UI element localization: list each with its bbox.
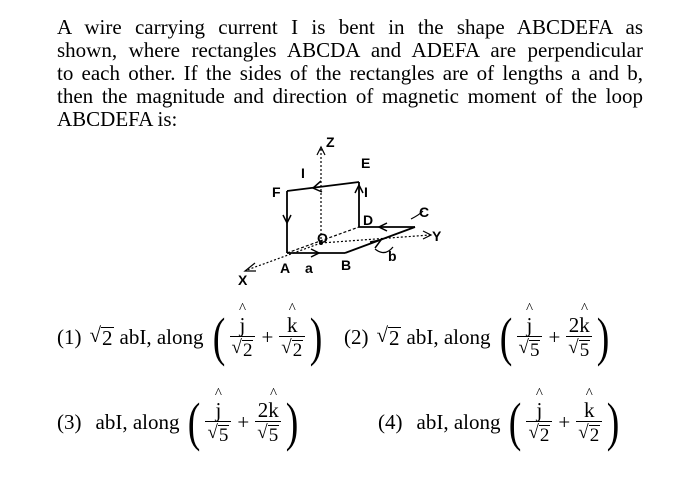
coef-value: 2 [102,326,113,350]
fraction-j: ^ j √ 2 [230,314,256,360]
plus-sign: + [558,409,571,434]
label-o: O [317,230,328,246]
label-y: Y [432,228,442,244]
question-line: A wire carrying current I is bent in the shape ABCDEFA as [57,15,643,39]
option-1[interactable] [57,307,325,367]
question-line: ABCDEFA is: [57,107,178,131]
loop-diagram-svg [225,135,445,290]
label-f: F [272,184,281,200]
unit-vector: ^ k [579,314,590,336]
denominator: 5 [218,425,229,447]
label-a-side: a [305,260,313,276]
label-z: Z [326,135,335,150]
denominator: 2 [242,340,253,362]
option-text: abI, along [95,409,180,434]
unit-vector: ^ j [527,314,533,336]
coef-2: 2 [257,397,269,422]
unit-vector: ^ k [268,399,279,421]
label-i-mid: I [364,184,368,200]
fraction-j: ^ j √ 5 [517,314,543,360]
plus-sign: + [261,324,274,349]
y-axis-arrow [423,231,431,239]
coef-value: 2 [389,326,400,350]
denominator: 2 [589,425,600,447]
coef-sqrt: √ 2 [89,323,113,350]
option-2[interactable] [344,307,612,367]
unit-vector: ^ j [240,314,246,336]
unit-vector: ^ k [584,399,595,421]
option-4[interactable] [378,392,622,452]
label-d: D [363,212,374,228]
option-3[interactable] [57,392,301,452]
coef-sqrt: √ 2 [376,323,400,350]
coef-2: 2 [568,312,580,337]
direction-vector: ( ^ j √ 2 + ^ k √ 2 ) [506,395,622,449]
label-b-side: b [388,248,397,264]
unit-vector: ^ j [537,399,543,421]
wire-fe [287,182,359,191]
fraction-j: ^ j √ 2 [526,399,552,445]
denominator: 5 [579,340,590,362]
fraction-k: 2^ k √ 5 [566,314,592,360]
label-i-top: I [301,165,305,181]
question-text [57,16,643,131]
plus-sign: + [548,324,561,349]
denominator: 5 [529,340,540,362]
option-text: abI, along [119,324,204,349]
fraction-k: ^ k √ 2 [576,399,602,445]
option-number: (4) [378,409,403,434]
question-line: then the magnitude and direction of magnetic moment of the loop [57,84,643,108]
fraction-k: 2^ k √ 5 [255,399,281,445]
label-a-point: A [280,260,291,276]
direction-vector: ( ^ j √ 2 + ^ k √ 2 ) [210,310,326,364]
denominator: 2 [539,425,550,447]
label-e: E [361,155,371,171]
direction-vector: ( ^ j √ 5 + 2^ k √ 5 ) [497,310,613,364]
question-line: to each other. If the sides of the rectangles are of lengths a and b, [57,61,643,85]
unit-vector: ^ k [287,314,298,336]
fraction-k: ^ k √ 2 [279,314,305,360]
option-text: abI, along [416,409,501,434]
denominator: 2 [292,340,303,362]
loop-diagram [225,135,445,290]
x-axis-arrow [245,263,256,271]
option-number: (1) [57,324,82,349]
fraction-j: ^ j √ 5 [205,399,231,445]
option-number: (3) [57,409,82,434]
option-number: (2) [344,324,369,349]
unit-vector: ^ j [216,399,222,421]
label-c: C [419,204,430,220]
plus-sign: + [237,409,250,434]
option-text: abI, along [406,324,491,349]
denominator: 5 [268,425,279,447]
direction-vector: ( ^ j √ 5 + 2^ k √ 5 ) [185,395,301,449]
question-line: shown, where rectangles ABCDA and ADEFA are perpendicular [57,38,643,62]
label-b-point: B [341,257,352,273]
label-x: X [238,272,248,288]
